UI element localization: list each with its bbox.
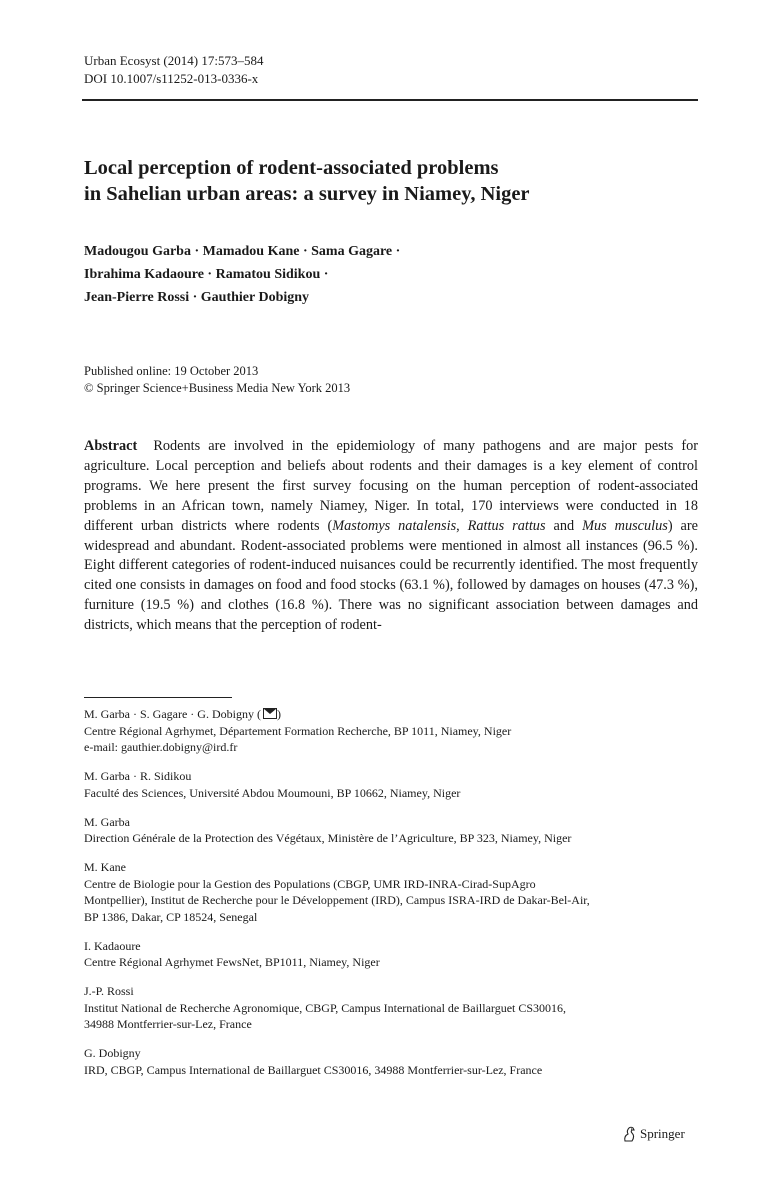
affiliation-address: Montpellier), Institut de Recherche pour le Développement (IRD), Campus ISRA-IRD de Dakar-Bel-Air, — [84, 893, 590, 907]
springer-horse-icon — [622, 1126, 636, 1142]
affiliation-1: M. Garba · S. Gagare · G. Dobigny ( ) Centre Régional Agrhymet, Département Formation Recherche, BP 1011, Niamey, Niger e-mail: gauthier.dobigny@ird.fr — [84, 706, 704, 756]
envelope-icon — [263, 708, 277, 719]
title-line-1: Local perception of rodent-associated problems — [84, 157, 499, 179]
article-title — [84, 155, 704, 207]
email-address[interactable]: e-mail: gauthier.dobigny@ird.fr — [84, 740, 238, 754]
affiliation-5 — [84, 938, 704, 971]
journal-citation: Urban Ecosyst (2014) 17:573–584 — [84, 53, 264, 68]
footnote-rule — [84, 697, 232, 698]
affiliation-3 — [84, 814, 704, 847]
authors-line-3: Jean-Pierre Rossi · Gauthier Dobigny — [84, 290, 310, 305]
affiliation-address: Centre Régional Agrhymet FewsNet, BP1011, Niamey, Niger — [84, 955, 380, 969]
affiliation-authors: M. Garba · S. Gagare · G. Dobigny — [84, 707, 254, 721]
species-mastomys: Mastomys natalensis — [332, 517, 457, 534]
affiliation-address: IRD, CBGP, Campus International de Baillarguet CS30016, 34988 Montferrier-sur-Lez, France — [84, 1062, 543, 1077]
affiliation-address: Direction Générale de la Protection des Végétaux, Ministère de l’Agriculture, BP 323, Niamey, Niger — [84, 831, 572, 845]
publisher-logo — [622, 1126, 685, 1142]
affiliation-authors: I. Kadaoure — [84, 938, 141, 953]
authors-line-2: Ibrahima Kadaoure · Ramatou Sidikou · — [84, 267, 329, 282]
affiliation-authors: M. Garba — [84, 814, 130, 829]
affiliation-authors: G. Dobigny — [84, 1046, 141, 1060]
abstract-sep-1: , — [456, 517, 468, 534]
affiliation-address: Centre Régional Agrhymet, Département Formation Recherche, BP 1011, Niamey, Niger — [84, 723, 512, 738]
publisher-name: Springer — [640, 1126, 685, 1141]
affiliation-address: Institut National de Recherche Agronomique, CBGP, Campus International de Baillarguet CS30016, — [84, 1000, 567, 1015]
copyright: © Springer Science+Business Media New York 2013 — [84, 381, 351, 395]
published-online: Published online: 19 October 2013 — [84, 364, 259, 378]
affiliation-4 — [84, 859, 704, 925]
species-rattus: Rattus rattus — [467, 517, 546, 534]
authors-line-1: Madougou Garba · Mamadou Kane · Sama Gagare · — [84, 244, 401, 259]
journal-header — [84, 52, 263, 88]
abstract-text-1: Rodents are involved in the epidemiology of many pathogens and are major pests for agriculture. Local perception and beliefs about rodents and their damages is a key element of control programs. We here present the first survey focusing on the human perception of rodent-associated problems in an African town, namely Niamey, Niger. In total, 170 interviews were conducted in 18 different urban districts where rodents ( — [84, 438, 698, 534]
abstract-label: Abstract — [84, 438, 138, 454]
affiliation-authors: J.-P. Rossi — [84, 984, 134, 998]
title-line-2: in Sahelian urban areas: a survey in Niamey, Niger — [84, 183, 530, 205]
publication-info — [84, 363, 350, 397]
header-rule — [82, 99, 698, 101]
affiliations — [84, 706, 704, 1091]
abstract-text-2: ) are widespread and abundant. Rodent-associated problems were mentioned in almost all instances (96.5 %). Eight different categories of rodent-induced nuisances could be recurrently identified. The most frequently cited one consists in damages on food and food stocks (63.1 %), followed by damages on houses (47.3 %), furniture (19.5 %) and clothes (16.8 %). There was no significant association between damages and districts, which means that the perception of rodent- — [84, 517, 698, 634]
affiliation-authors: M. Garba · R. Sidikou — [84, 769, 192, 783]
affiliation-address: BP 1386, Dakar, CP 18524, Senegal — [84, 909, 258, 924]
species-mus: Mus musculus — [582, 517, 668, 534]
affiliation-address: Centre de Biologie pour la Gestion des Populations (CBGP, UMR IRD-INRA-Cirad-SupAgro — [84, 876, 536, 891]
doi: DOI 10.1007/s11252-013-0336-x — [84, 71, 259, 86]
affiliation-7 — [84, 1045, 704, 1078]
affiliation-address: Faculté des Sciences, Université Abdou Moumouni, BP 10662, Niamey, Niger — [84, 785, 461, 800]
affiliation-2 — [84, 768, 704, 801]
author-list — [84, 240, 704, 309]
abstract — [84, 437, 698, 636]
abstract-sep-2: and — [545, 517, 583, 534]
affiliation-authors: M. Kane — [84, 860, 126, 874]
affiliation-6 — [84, 983, 704, 1033]
affiliation-address: 34988 Montferrier-sur-Lez, France — [84, 1017, 252, 1031]
